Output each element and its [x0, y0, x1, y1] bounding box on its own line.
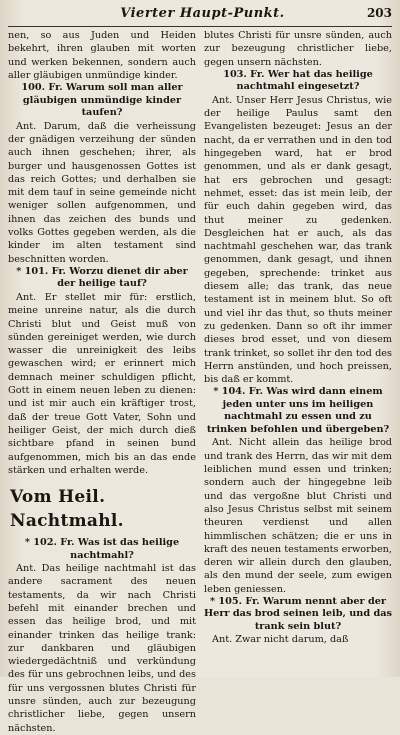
text-columns	[8, 29, 392, 734]
right-column	[204, 29, 392, 735]
answer-102: Ant. Das heilige nachtmahl ist das andere sacrament des neuen testaments, da wir nach Christi befehl mit einander brechen und essen das heilige brod, und mit einander trinken das heilige trank: zur dankbaren und gläubigen wiedergedächtniß und verkündung des für uns gebrochnen leibs, und des für uns vergossnen blutes Christi für unsre sünden, auch zur bezeugung christlicher liebe, gegen unsern nächsten.	[8, 563, 196, 734]
answer-104: Ant. Nicht allein das heilige brod und trank des Herrn, das wir mit dem leiblichen mund essen und trinken; sondern auch der hingegebne leib und das vergoßne blut Christi und also Jesus Christus selbst mit seinem theuren verdienst und allen himmlischen schätzen; die er uns in kraft des neuen testaments erworben, deren wir allein durch den glauben, als den mund der seele, zum ewigen leben geniessen.	[204, 437, 392, 595]
left-column	[8, 29, 196, 735]
page-header	[8, 6, 392, 27]
answer-100: Ant. Darum, daß die verheissung der gnädigen verzeihung der sünden auch ihnen geschehen; ihrer, als burger und hausgenossen Gottes ist das reich Gottes; und derhalben sie mit dem tauf in seine gemeinde nicht weniger sollen aufgenommen, und ihnen das zeichen des bunds und volks Gottes gegeben werden, als die kinder im alten testament sind beschnitten worden.	[8, 120, 196, 265]
page-number: 203	[366, 6, 392, 20]
question-104: * 104. Fr. Was wird dann einem jeden unter uns im heiligen nachtmahl zu essen und zu trinken befohlen und übergeben?	[206, 386, 390, 435]
running-title: Vierter Haupt-Punkt.	[120, 6, 285, 21]
question-103: 103. Fr. Wer hat das heilige nachtmahl eingesetzt?	[223, 68, 373, 93]
intro-paragraph: nen, so aus Juden und Heiden bekehrt, ihren glauben mit worten und werken bekennen, sondern auch aller gläubigen unmündige kinder.	[8, 30, 196, 81]
question-101: * 101. Fr. Worzu dienet dir aber der heilige tauf?	[16, 265, 188, 290]
question-105: * 105. Fr. Warum nennt aber der Herr das brod seinen leib, und das trank sein blut?	[204, 595, 392, 632]
answer-103: Ant. Unser Herr Jesus Christus, wie der heilige Paulus samt den Evangelisten bezeuget: Jesus an der nacht, da er verrathen und in den tod hingegeben ward, hat er brod genommen, und als er dank gesagt, hat ers gebrochen und gesagt: nehmet, esset: das ist mein leib, der für euch dahin gegeben wird, das thut meiner zu gedenken. Desgleichen hat er auch, als das nachtmahl geschehen war, das trank genommen, dank gesagt, und ihnen gegeben, sprechende: trinket aus diesem alle; das trank, das neue testament ist in meinem blut. So oft und viel ihr das thut, so thuts meiner zu gedenken. Dann so oft ihr immer dieses brod esset, und von diesem trank trinket, so sollet ihr den tod des Herrn anstünden, und hoch preissen, bis daß er kommt.	[204, 94, 392, 386]
continued-paragraph: blutes Christi für unsre sünden, auch zur bezeugung christlicher liebe, gegen unsern nächsten.	[204, 30, 392, 68]
question-102: * 102. Fr. Was ist das heilige nachtmahl?	[24, 537, 180, 561]
answer-105: Ant. Zwar nicht darum, daß	[212, 634, 349, 646]
section-heading: Vom Heil. Nachtmahl.	[10, 487, 124, 532]
question-100: 100. Fr. Warum soll man aller gläubigen unmündige kinder taufen?	[21, 82, 183, 119]
answer-101: Ant. Er stellet mir für: erstlich, meine unreine natur, als die durch Christi blut und Geist muß von sünden gereiniget werden, wie durch wasser die unreinigkeit des leibs gewaschen wird; er erinnert mich demnach meiner schuldigen pflicht, Gott in einem neuen leben zu dienen: und ist mir auch ein kräftiger trost, daß der treue Gott Vater, Sohn und heiliger Geist, der mich durch dieß sichtbare pfand in seinen bund aufgenommen, mich bis an das ende stärken und erhalten werde.	[8, 291, 196, 476]
